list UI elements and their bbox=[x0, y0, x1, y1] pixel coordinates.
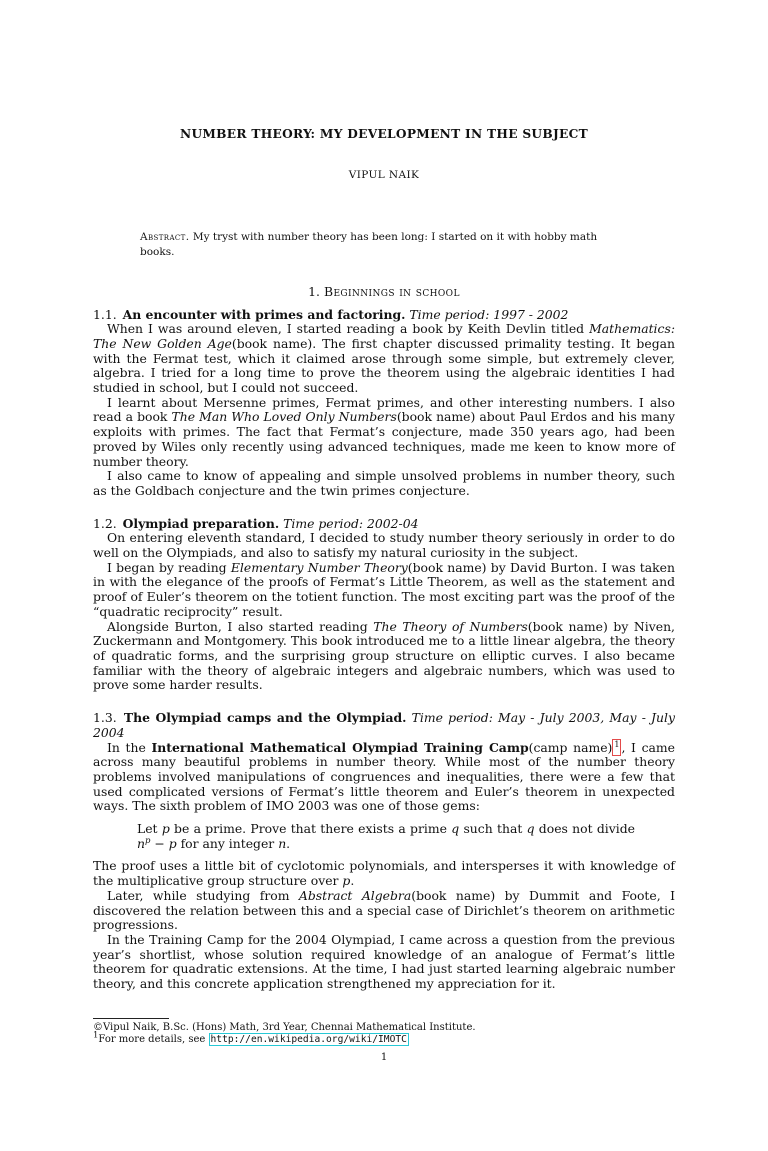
book-title: Elementary Number Theory bbox=[230, 559, 408, 575]
book-title: Abstract Algebra bbox=[298, 887, 412, 903]
paragraph: Alongside Burton, I also started reading The Theory of Numbers(book name) by Niven, Zuckermann and Montgomery. This book introduced me to a little linear algebra, the theory of quadratic forms, and the surprising group structure on elliptic curves. I also became familiar with the theory of algebraic integers and algebraic numbers, which was used to prove some harder results. bbox=[93, 618, 675, 693]
paragraph: I learnt about Mersenne primes, Fermat primes, and other interesting numbers. I also read a book The Man Who Loved Only Numbers(book name) about Paul Erdos and his many exploits with primes. The fact that Fermat’s conjecture, made 350 years ago, had been proved by Wiles only recently using advanced techniques, made me keen to know more of number theory. bbox=[93, 394, 676, 469]
paper-title: NUMBER THEORY: MY DEVELOPMENT IN THE SUBJECT bbox=[180, 127, 588, 141]
footnotes bbox=[93, 1022, 675, 1047]
paragraph: Later, while studying from Abstract Algebra(book name) by Dummit and Foote, I discovered the relation between this and a special case of Dirichlet’s theorem on arithmetic progressions. bbox=[93, 887, 675, 933]
paragraph: In the International Mathematical Olympiad Training Camp(camp name) $^1$ , I came across many beautiful problems in number theory. While most of the number theory problems involved manipulations of congruences and inequalities, there were a few that used complicated versions of Fermat’s little theorem and Euler’s theorem in unexpected ways. The sixth problem of IMO 2003 was one of those gems: bbox=[93, 739, 675, 814]
subsection-1-3 bbox=[93, 711, 675, 992]
copyright-footnote: ©Vipul Naik, B.Sc. (Hons) Math, 3rd Year, Chennai Mathematical Institute. bbox=[93, 1021, 476, 1033]
book-title: The Theory of Numbers bbox=[373, 618, 528, 634]
section-1-heading bbox=[93, 285, 675, 300]
paragraph: I began by reading Elementary Number Theory(book name) by David Burton. I was taken in with the elegance of the proofs of Fermat’s Little Theorem, as well as the statement and proof of Euler’s theorem on the totient function. The most exciting part was the proof of the “quadratic reciprocity” result. bbox=[93, 559, 675, 619]
subsection-1-1-heading: 1.1. An encounter with primes and factoring. Time period: 1997 - 2002 bbox=[93, 306, 569, 322]
paragraph: On entering eleventh standard, I decided to study number theory seriously in order to do well on the Olympiads, and also to satisfy my natural curiosity in the subject. bbox=[93, 530, 675, 561]
subsection-1-1 bbox=[93, 308, 675, 499]
wikipedia-link[interactable]: http://en.wikipedia.org/wiki/IMOTC bbox=[210, 1034, 407, 1046]
paragraph: I also came to know of appealing and simple unsolved problems in number theory, such as the Goldbach conjecture and the twin primes conjecture. bbox=[93, 468, 675, 498]
paragraph: When I was around eleven, I started reading a book by Keith Devlin titled Mathematics: The New Golden Age(book name). The first chapter discussed primality testing. It began with the Fermat test, which it claimed arose through some simple, but extremely clever, algebra. I tried for a long time to prove the theorem using the algebraic identities I had studied in school, but I could not succeed. bbox=[93, 321, 675, 396]
abstract bbox=[93, 230, 675, 259]
book-title: Mathematics: The New Golden Age bbox=[93, 321, 675, 351]
subsection-1-1-title: An encounter with primes and factoring. bbox=[122, 306, 406, 322]
subsection-1-2-heading: 1.2. Olympiad preparation. Time period: 2002-04 bbox=[93, 515, 419, 531]
abstract-text: My tryst with number theory has been long: I started on it with hobby math books. bbox=[140, 231, 598, 259]
abstract-label: Abstract. bbox=[140, 231, 190, 244]
section-1-number: 1. bbox=[308, 283, 320, 299]
subsection-1-3-title: The Olympiad camps and the Olympiad. bbox=[123, 710, 407, 726]
paper-page bbox=[0, 127, 768, 1151]
subsection-1-3-period: Time period: May - July 2003, May - July 2004 bbox=[93, 710, 675, 740]
section-1-title: Beginnings in school bbox=[323, 283, 460, 299]
footnote-divider bbox=[93, 1018, 169, 1019]
camp-name: International Mathematical Olympiad Training Camp bbox=[151, 739, 529, 755]
subsection-1-2-title: Olympiad preparation. bbox=[122, 515, 280, 531]
imo-problem-quote: Let p be a prime. Prove that there exists a prime q such that q does not divide $n^p - p$ for any integer n. bbox=[137, 821, 635, 851]
page-number: 1 bbox=[380, 1051, 388, 1063]
footnote-1-link[interactable]: 1 bbox=[612, 739, 621, 756]
paragraph: The proof uses a little bit of cyclotomic polynomials, and intersperses it with knowledge of the multiplicative group structure over p. bbox=[93, 858, 675, 889]
paragraph: In the Training Camp for the 2004 Olympiad, I came across a question from the previous year’s shortlist, whose solution required knowledge of an analogue of Fermat’s little theorem for quadratic extensions. At the time, I had just started learning algebraic number theory, and this concrete application strengthened my appreciation for it. bbox=[93, 931, 675, 992]
subsection-1-2-period: Time period: 2002-04 bbox=[283, 515, 419, 531]
subsection-1-1-period: Time period: 1997 - 2002 bbox=[409, 306, 569, 322]
book-title: The Man Who Loved Only Numbers bbox=[171, 409, 397, 425]
paper-author: VIPUL NAIK bbox=[348, 168, 420, 181]
subsection-1-3-heading: 1.3. The Olympiad camps and the Olympiad. Time period: May - July 2003, May - July 2004 bbox=[93, 710, 675, 740]
subsection-1-2 bbox=[93, 517, 675, 693]
footnote-1: $^1$For more details, see http://en.wikipedia.org/wiki/IMOTC bbox=[93, 1030, 407, 1046]
